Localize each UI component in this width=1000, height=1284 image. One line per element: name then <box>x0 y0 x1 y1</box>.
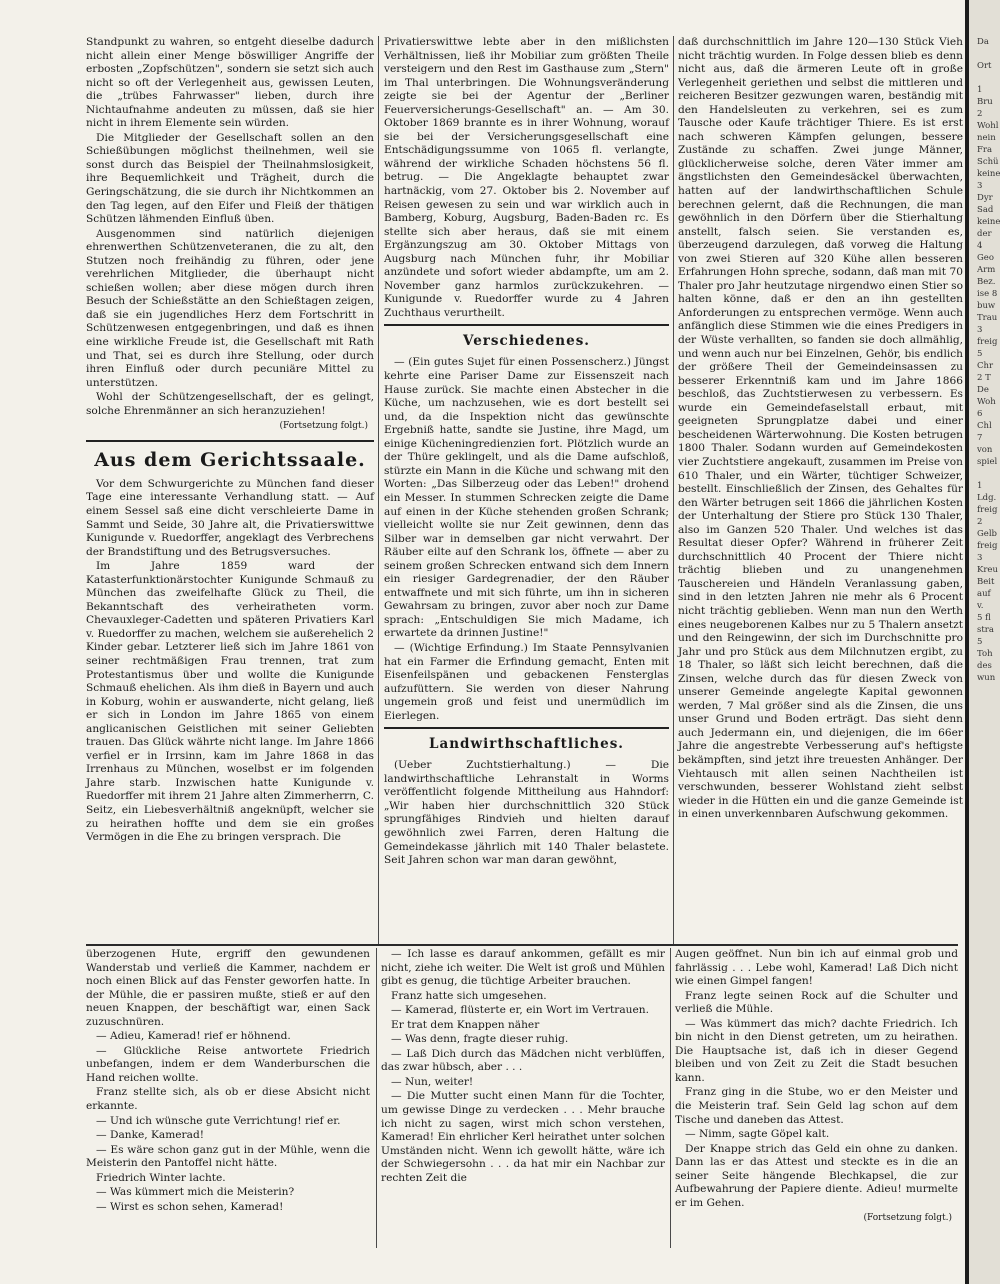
binding-rule <box>965 0 969 1284</box>
story-line: Franz ging in die Stube, wo er den Meister und die Meisterin traf. Sein Geld lag schon auf dem Tische und daneben das Attest. <box>675 1086 958 1126</box>
story-line: — Was denn, fragte dieser ruhig. <box>391 1033 569 1046</box>
column-rule <box>378 36 379 944</box>
paragraph: Privatierswittwe lebte aber in den mißlichsten Verhältnissen, ließ ihr Mobiliar zum größten Theile versteigern und den Rest im Gasthause zum „Stern" im Thal unterbringen. Die Wohnungsveränderung zeigte sie bei der Agentur der „Berliner Feuerversicherungs-Gesellschaft" an. — Am 30. Oktober 1869 brannte es in ihrer Wohnung, worauf sie bei der Versicherungsgesellschaft eine Entschädigungssumme von 1065 fl. verlangte, während der wirkliche Schaden höchstens 56 fl. betrug. — Die Angeklagte behauptet zwar hartnäckig, vom 27. Oktober bis 2. November auf Reisen gewesen zu sein und war wirklich auch in Bamberg, Koburg, Augsburg, Baden-Baden rc. Es stellte sich aber heraus, daß sie mit einem Ergänzungszug am 30. Oktober Mittags von Augsburg nach München fuhr, ihr Mobiliar anzündete und sofort wieder abdampfte, um am 2. November ganz harmlos zurückzukehren. — Kunigunde v. Ruedorffer wurde zu 4 Jahren Zuchthaus verurtheilt. <box>384 36 669 319</box>
continued-note: (Fortsetzung folgt.) <box>863 1213 952 1224</box>
paragraph: (Ueber Zuchtstierhaltung.) — Die landwirthschaftliche Lehranstalt in Worms veröffentlicht folgende Mittheilung aus Hahndorf: „Wir haben hier durchschnittlich 320 Stück sprungfähiges Rindvieh und hielten darauf gewöhnlich zwei Farren, deren Haltung die Gemeindekasse jährlich mit 140 Thaler belastete. Seit Jahren schon war man daran gewöhnt, <box>384 759 669 867</box>
paragraph: daß durchschnittlich im Jahre 120—130 Stück Vieh nicht trächtig wurden. In Folge dessen blieb es denn nicht aus, daß die ärmeren Leute oft in große Verlegenheit geriethen und selbst die mittleren und reicheren Besitzer gezwungen waren, beständig mit den Handelsleuten zu verkehren, sei es zum Tausche oder Kaufe trächtiger Thiere. Es ist erst nach schweren Kämpfen gelungen, bessere Zustände zu schaffen. Zwei junge Männer, glücklicherweise solche, deren Väter immer am ängstlichsten den Gemeindesäckel überwachten, hatten auf der landwirthschaftlichen Schule berechnen gelernt, daß die Rechnungen, die man gewöhnlich in den Dörfern über die Stierhaltung anstellt, falsch seien. Sie verstanden es, überzeugend darzulegen, daß vorweg die Haltung von zwei Stieren auf 320 Kühe allen besseren Erfahrungen Hohn spreche, sodann, daß man mit 70 Thaler pro Jahr heutzutage nirgendwo einen Stier so halten könne, daß er den an ihn gestellten Anforderungen zu entsprechen vermöge. Wenn auch anfänglich diese Stimmen wie die eines Predigers in der Wüste verhallten, so fanden sie doch allmählig, und wenn auch nur bei Einzelnen, Gehör, bis endlich der größere Theil der Gemeindeinsassen zu besserer Erkenntniß kam und im Jahre 1866 beschloß, das Zuchtstierwesen zu verbessern. Es wurde ein Gemeindefaselstall erbaut, mit geeigneten Sprungplatze dabei und einer bescheidenen Wärterwohnung. Die Kosten betrugen 1800 Thaler. Sodann wurden auf Gemeindekosten vier Zuchtstiere angekauft, zusammen im Preise von 610 Thaler, und ein Wärter, tüchtiger Schweizer, bestellt. Einschließlich der Zinsen, des Gehaltes für den Wärter betrugen seit 1866 die jährlichen Kosten der Unterhaltung der Stiere pro Stück 130 Thaler, also im Ganzen 520 Thaler. Und welches ist das Resultat dieser Opfer? Während in früherer Zeit durchschnittlich 40 Procent der Thiere nicht trächtig blieben und zu unangenehmen Tauschereien und Händeln Veranlassung gaben, sind in den letzten Jahren nie mehr als 6 Procent nicht trächtig geblieben. Wenn man nun den Werth eines neugeborenen Kalbes nur zu 5 Thalern ansetzt und den Reingewinn, der sich im Durchschnitte pro Jahr und pro Stück aus dem Milchnutzen ergibt, zu 18 Thaler, so läßt sich leicht berechnen, daß die Zinsen, welche durch das für diesen Zweck von unserer Gemeinde angelegte Kapital gewonnen werden, 7 Mal größer sind als die Zinsen, die uns unser Grund und Boden erträgt. Das sieht denn auch Jedermann ein, und diejenigen, die im 66er Jahre die angestrebte Verbesserung auf's heftigste bekämpften, sind jetzt ihre treuesten Anhänger. Der Viehtausch mit allen seinen Nachtheilen ist verschwunden, besserer Wohlstand zieht selbst wieder in die Hütten ein und die ganze Gemeinde ist in einen unverkennbaren Aufschwung gekommen. <box>678 36 963 821</box>
story-line: — Adieu, Kamerad! rief er höhnend. <box>96 1030 291 1043</box>
story-line: — Laß Dich durch das Mädchen nicht verblüffen, das zwar hübsch, aber . . . <box>381 1047 665 1074</box>
story-line: Franz stellte sich, als ob er diese Absicht nicht erkannte. <box>86 1086 370 1113</box>
feuilleton-column-1 <box>86 948 370 1215</box>
story-line: — Es wäre schon ganz gut in der Mühle, wenn die Meisterin den Pantoffel nicht hätte. <box>86 1143 370 1170</box>
story-line: Der Knappe strich das Geld ein ohne zu danken. Dann las er das Attest und steckte es in die an seiner Seite hängende Blechkapsel, die zur Aufbewahrung der Papiere diente. Adieu! murmelte er im Gehen. <box>675 1142 958 1209</box>
column-rule <box>376 948 377 1248</box>
paragraph: Vor dem Schwurgerichte zu München fand dieser Tage eine interessante Verhandlung statt. — Auf einem Sessel saß eine dicht verschleierte Dame in Sammt und Seide, 30 Jahre alt, die Privatierswittwe Kunigunde v. Ruedorffer, angeklagt des Verbrechens der Brandstiftung und des Betrugsversuches. <box>86 477 374 558</box>
section-divider <box>384 727 669 729</box>
paragraph: Wohl der Schützengesellschaft, der es gelingt, solche Ehrenmänner an sich heranzuziehen! <box>86 391 374 417</box>
section-divider <box>86 944 958 946</box>
story-line: überzogenen Hute, ergriff den gewundenen Wanderstab und verließ die Kammer, nachdem er noch einen Blick auf das Fenster geworfen hatte. In der Mühle, die er passiren mußte, stieß er auf den neuen Knappen, der beschäftigt war, einen Sack zuzuschnüren. <box>86 948 370 1028</box>
column-rule <box>673 36 674 944</box>
story-line: — Nun, weiter! <box>391 1075 474 1088</box>
paragraph: Im Jahre 1859 ward der Katasterfunktionärstochter Kunigunde Schmauß zu München das zweifelhafte Glück zu Theil, die Bekanntschaft des verheiratheten vorm. Chevauxleger-Cadetten und späteren Privatiers Karl v. Ruedorffer zu machen, welchem sie außerehelich 2 Kinder gebar. Letzterer ließ sich im Jahre 1861 von seiner rechtmäßigen Frau trennen, trat zum Protestantismus über und wollte die Kunigunde Schmauß ehelichen. Als ihm dieß in Bayern und auch in Koburg, wohin er auswanderte, nicht gelang, ließ er sich in London im Jahre 1865 von einem anglicanischen Geistlichen mit seiner Geliebten trauen. Das Glück währte nicht lange. Im Jahre 1866 verfiel er in Irrsinn, kam im Jahre 1868 in das Irrenhaus zu München, woselbst er im folgenden Jahre starb. Inzwischen hatte Kunigunde v. Ruedorffer mit ihrem 21 Jahre alten Zimmerherrn, C. Seitz, ein Liebesverhältniß angeknüpft, welcher sie zu heirathen hoffte und dem sie ein großes Vermögen in die Ehe zu bringen versprach. Die <box>86 560 374 844</box>
story-line: — Wirst es schon sehen, Kamerad! <box>96 1200 284 1213</box>
story-line: — Glückliche Reise antwortete Friedrich unbefangen, indem er dem Wanderburschen die Hand reichen wollte. <box>86 1044 370 1084</box>
story-line: — Kamerad, flüsterte er, ein Wort im Vertrauen. <box>391 1004 649 1017</box>
column-1 <box>86 36 374 846</box>
next-page-edge <box>965 0 1000 1284</box>
story-line: — Nimm, sagte Göpel kalt. <box>685 1128 830 1141</box>
paragraph: Standpunkt zu wahren, so entgeht dieselbe dadurch nicht allein einer Menge böswilliger Angriffe der erbosten „Zopfschützen", sondern sie setzt sich auch nicht so oft der Verlegenheit aus, gewissen Leuten, die „trübes Fahrwasser" lieben, durch ihre Nichtaufnahme andeuten zu müssen, daß sie hier nicht in ihrem Elemente sein würden. <box>86 36 374 130</box>
story-line: — Und ich wünsche gute Verrichtung! rief er. <box>96 1114 341 1127</box>
paragraph: Die Mitglieder der Gesellschaft sollen an den Schießübungen möglichst theilnehmen, weil sie sonst durch das Beispiel der Theilnahmslosigkeit, ihre Bequemlichkeit und Trägheit, durch die Geringschätzung, die sie durch ihr Nichtkommen an den Tag legen, auf den Eifer und Fleiß der thätigen Schützen lähmenden Einfluß üben. <box>86 131 374 226</box>
story-line: Augen geöffnet. Nun bin ich auf einmal grob und fahrlässig . . . Lebe wohl, Kamerad! Laß Dich nicht wie einen Gimpel fangen! <box>675 948 958 988</box>
column-3 <box>678 36 963 823</box>
story-line: — Was kümmert mich die Meisterin? <box>96 1186 295 1199</box>
paragraph: Ausgenommen sind natürlich diejenigen ehrenwerthen Schützenveteranen, die zu alt, den Stutzen noch freihändig zu führen, oder jene verehrlichen Mitglieder, die überhaupt nicht schießen wollen; aber diese mögen durch ihren Besuch der Schießstätte an den Schießtagen zeigen, daß sie ein jugendliches Herz dem Fortschritt in Schützenwesen entgegenbringen, und daß es ihnen eine wirkliche Freude ist, die Gesellschaft mit Rath und That, sei es durch ihre Stellung, oder durch ihren Einfluß oder durch pecuniäre Mittel zu unterstützen. <box>86 227 374 389</box>
story-line: — Danke, Kamerad! <box>96 1129 204 1142</box>
section-heading-court: Aus dem Gerichtssaale. <box>94 448 366 471</box>
next-page-fragment: Da Ort 1 Bru 2 Wohl nein Fra Schü keine 3 Dyr Sad keine der 4 Geo Arm Bez. ise 8 buw Trau 3 freig 5 Chr 2 T De Woh 6 Chl 7 von spiel 1 Ldg. freig 2 Gelb freig 3 Kreu Beit auf v. 5 fl stra 5 Toh des wun <box>977 37 1000 683</box>
story-line: Franz legte seinen Rock auf die Schulter und verließ die Mühle. <box>675 989 958 1016</box>
section-divider <box>86 440 374 442</box>
story-line: Franz hatte sich umgesehen. <box>391 989 547 1002</box>
feuilleton-column-3 <box>675 948 958 1232</box>
section-heading-misc: Verschiedenes. <box>462 333 591 350</box>
story-line: — Ich lasse es darauf ankommen, gefällt es mir nicht, ziehe ich weiter. Die Welt ist groß und Mühlen gibt es genug, die tüchtige Arbeiter brauchen. <box>381 948 665 988</box>
section-divider <box>384 324 669 326</box>
column-2 <box>384 36 669 869</box>
story-line: — Die Mutter sucht einen Mann für die Tochter, um gewisse Dinge zu verdecken . . . Mehr brauche ich nicht zu sagen, wirst mich schon verstehen, Kamerad! Ein ehrlicher Kerl heirathet unter solchen Umständen nicht. Wenn ich gewollt hätte, wäre ich der Schwiegersohn . . . da hat mir ein Nachbar zur rechten Zeit die <box>381 1090 665 1184</box>
story-line: — Was kümmert das mich? dachte Friedrich. Ich bin nicht in den Dienst getreten, um zu heirathen. Die Hauptsache ist, daß ich in dieser Gegend bleiben und von Zeit zu Zeit die Stadt besuchen kann. <box>675 1017 958 1084</box>
feuilleton-column-2 <box>381 948 665 1186</box>
story-line: Er trat dem Knappen näher <box>391 1018 540 1031</box>
paragraph: — (Wichtige Erfindung.) Im Staate Pennsylvanien hat ein Farmer die Erfindung gemacht, Enten mit Eisenfeilspänen und gebackenen Fensterglas aufzufüttern. Sie werden von dieser Nahrung ungemein groß und feist und unermüdlich im Eierlegen. <box>384 641 669 722</box>
story-line: Friedrich Winter lachte. <box>96 1171 226 1184</box>
continued-note: (Fortsetzung folgt.) <box>279 421 368 432</box>
paragraph: — (Ein gutes Sujet für einen Possenscherz.) Jüngst kehrte eine Pariser Dame zur Eissenszeit nach Hause zurück. Sie machte einen Abstecher in die Küche, um nachzusehen, wie es dort bestellt sei und, da die Inspektion nicht das gewünschte Ergebniß hatte, sandte sie Justine, ihre Magd, um einige Kücheningredienzien fort. Plötzlich wurde an der Thüre geklingelt, und als die Dame aufschloß, stürzte ein Mann in die Küche und schwang mit den Worten: „Das Silberzeug oder das Leben!" drohend ein Messer. In stummen Schrecken zeigte die Dame auf einen in der Küche stehenden großen Schrank; vielleicht wollte sie nur Zeit gewinnen, denn das Silber war in demselben gar nicht verwahrt. Der Räuber eilte auf den Schrank los, öffnete — aber zu seinem großen Schrecken entwand sich dem Innern ein riesiger Gardegrenadier, der den Räuber entwaffnete und mit sich führte, um ihn in sicheren Gewahrsam zu bringen, zuvor aber noch zur Dame sprach: „Entschuldigen Sie mich Madame, ich erwartete da drinnen Justine!" <box>384 356 669 640</box>
column-rule <box>670 948 671 1248</box>
section-heading-agriculture: Landwirthschaftliches. <box>428 736 624 753</box>
